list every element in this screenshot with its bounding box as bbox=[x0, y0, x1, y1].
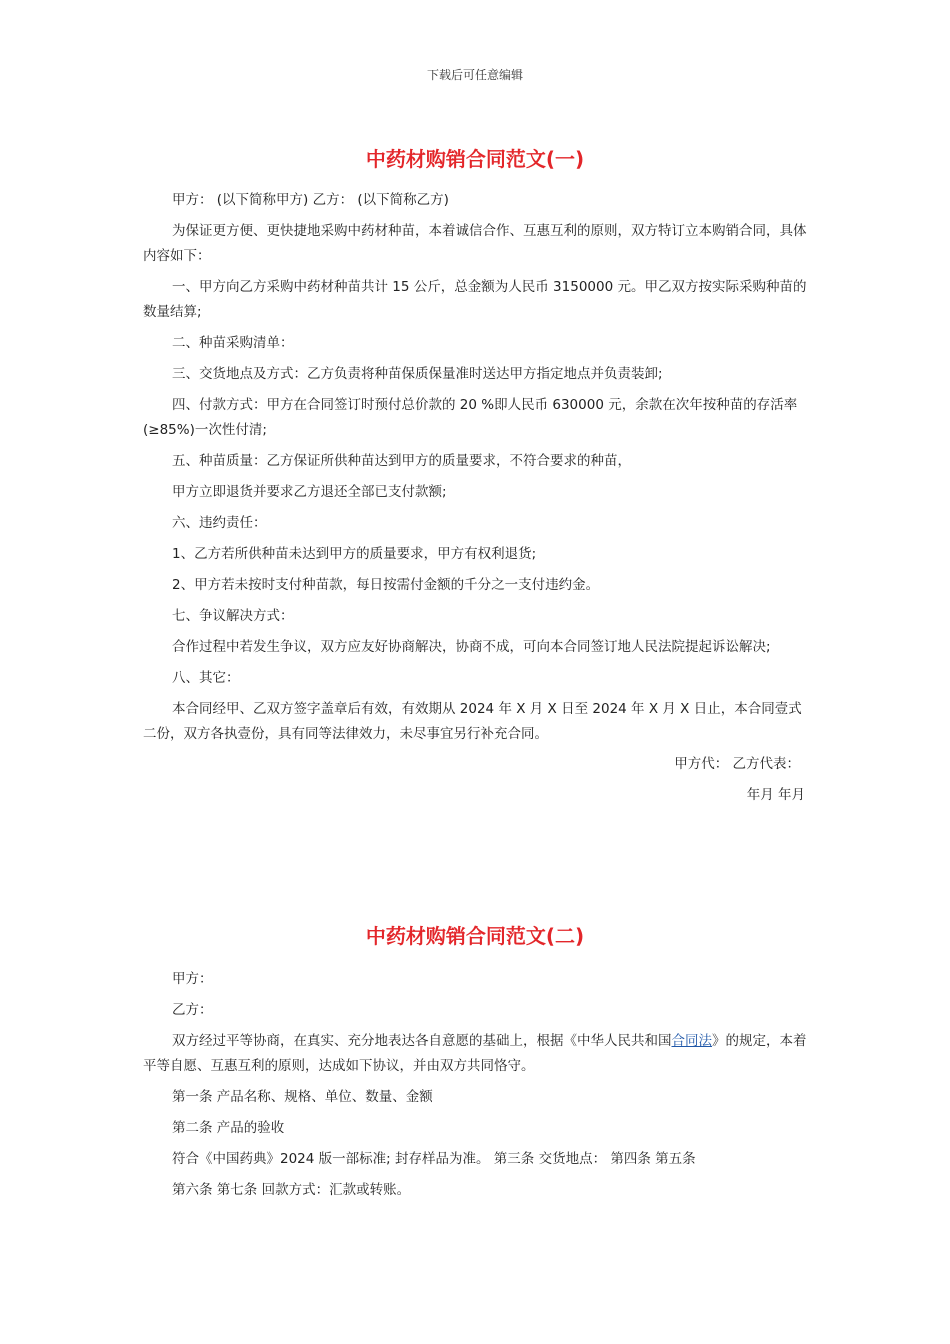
page-header: 下载后可任意编辑 bbox=[426, 68, 523, 82]
date-line: 年月 年月 bbox=[746, 787, 805, 803]
clause-5a: 五、种苗质量：乙方保证所供种苗达到甲方的质量要求，不符合要求的种苗， bbox=[172, 453, 631, 469]
intro-text-post: 》的规定，本着平等自愿、互惠互利的原则，达成如下协议，并由双方共同恪守。 bbox=[143, 1033, 807, 1074]
party-a: 甲方： bbox=[172, 971, 213, 987]
parties-line: 甲方： (以下简称甲方) 乙方： (以下简称乙方) bbox=[172, 192, 449, 208]
clause-2: 二、种苗采购清单： bbox=[172, 335, 294, 351]
contract-law-link[interactable]: 合同法 bbox=[671, 1033, 712, 1049]
article-6: 第六条 第七条 回款方式：汇款或转账。 bbox=[172, 1182, 411, 1198]
party-b: 乙方： bbox=[172, 1002, 213, 1018]
clause-6-1: 1、乙方若所供种苗未达到甲方的质量要求，甲方有权利退货; bbox=[172, 546, 537, 562]
article-2-body: 符合《中国药典》2024 版一部标准; 封存样品为准。 第三条 交货地点： 第四条 第五条 bbox=[172, 1151, 696, 1167]
clause-3: 三、交货地点及方式：乙方负责将种苗保质保量准时送达甲方指定地点并负责装卸; bbox=[172, 366, 663, 382]
contract-title-1: 中药材购销合同范文(一) bbox=[365, 147, 585, 171]
signature-line: 甲方代： 乙方代表： bbox=[674, 756, 800, 772]
clause-7-body: 合作过程中若发生争议，双方应友好协商解决，协商不成，可向本合同签订地人民法院提起诉讼解决; bbox=[172, 639, 771, 655]
clause-6-2: 2、甲方若未按时支付种苗款，每日按需付金额的千分之一支付违约金。 bbox=[172, 577, 600, 593]
clause-4: 四、付款方式：甲方在合同签订时预付总价款的 20 %即人民币 630000 元，余款在次年按种苗的存活率(≥85%)一次性付清; bbox=[143, 397, 798, 438]
clause-8: 八、其它： bbox=[172, 670, 240, 686]
clause-7: 七、争议解决方式： bbox=[172, 608, 294, 624]
article-2: 第二条 产品的验收 bbox=[172, 1120, 285, 1136]
intro-text-pre: 双方经过平等协商，在真实、充分地表达各自意愿的基础上，根据《中华人民共和国 bbox=[172, 1033, 672, 1049]
clause-8-body: 本合同经甲、乙双方签字盖章后有效，有效期从 2024 年 X 月 X 日至 2024 年 X 月 X 日止，本合同壹式二份，双方各执壹份，具有同等法律效力，未尽事宜另行补充合同。 bbox=[143, 701, 802, 742]
clause-6: 六、违约责任： bbox=[172, 515, 267, 531]
clause-5b: 甲方立即退货并要求乙方退还全部已支付款额; bbox=[172, 484, 447, 500]
intro-paragraph-2 bbox=[143, 1029, 811, 1079]
contract-title-2: 中药材购销合同范文(二) bbox=[365, 924, 585, 948]
intro-paragraph: 为保证更方便、更快捷地采购中药材种苗，本着诚信合作、互惠互利的原则，双方特订立本购销合同，具体内容如下： bbox=[143, 223, 807, 264]
clause-1: 一、甲方向乙方采购中药材种苗共计 15 公斤，总金额为人民币 3150000 元。甲乙双方按实际采购种苗的数量结算; bbox=[143, 279, 807, 320]
article-1: 第一条 产品名称、规格、单位、数量、金额 bbox=[172, 1089, 433, 1105]
